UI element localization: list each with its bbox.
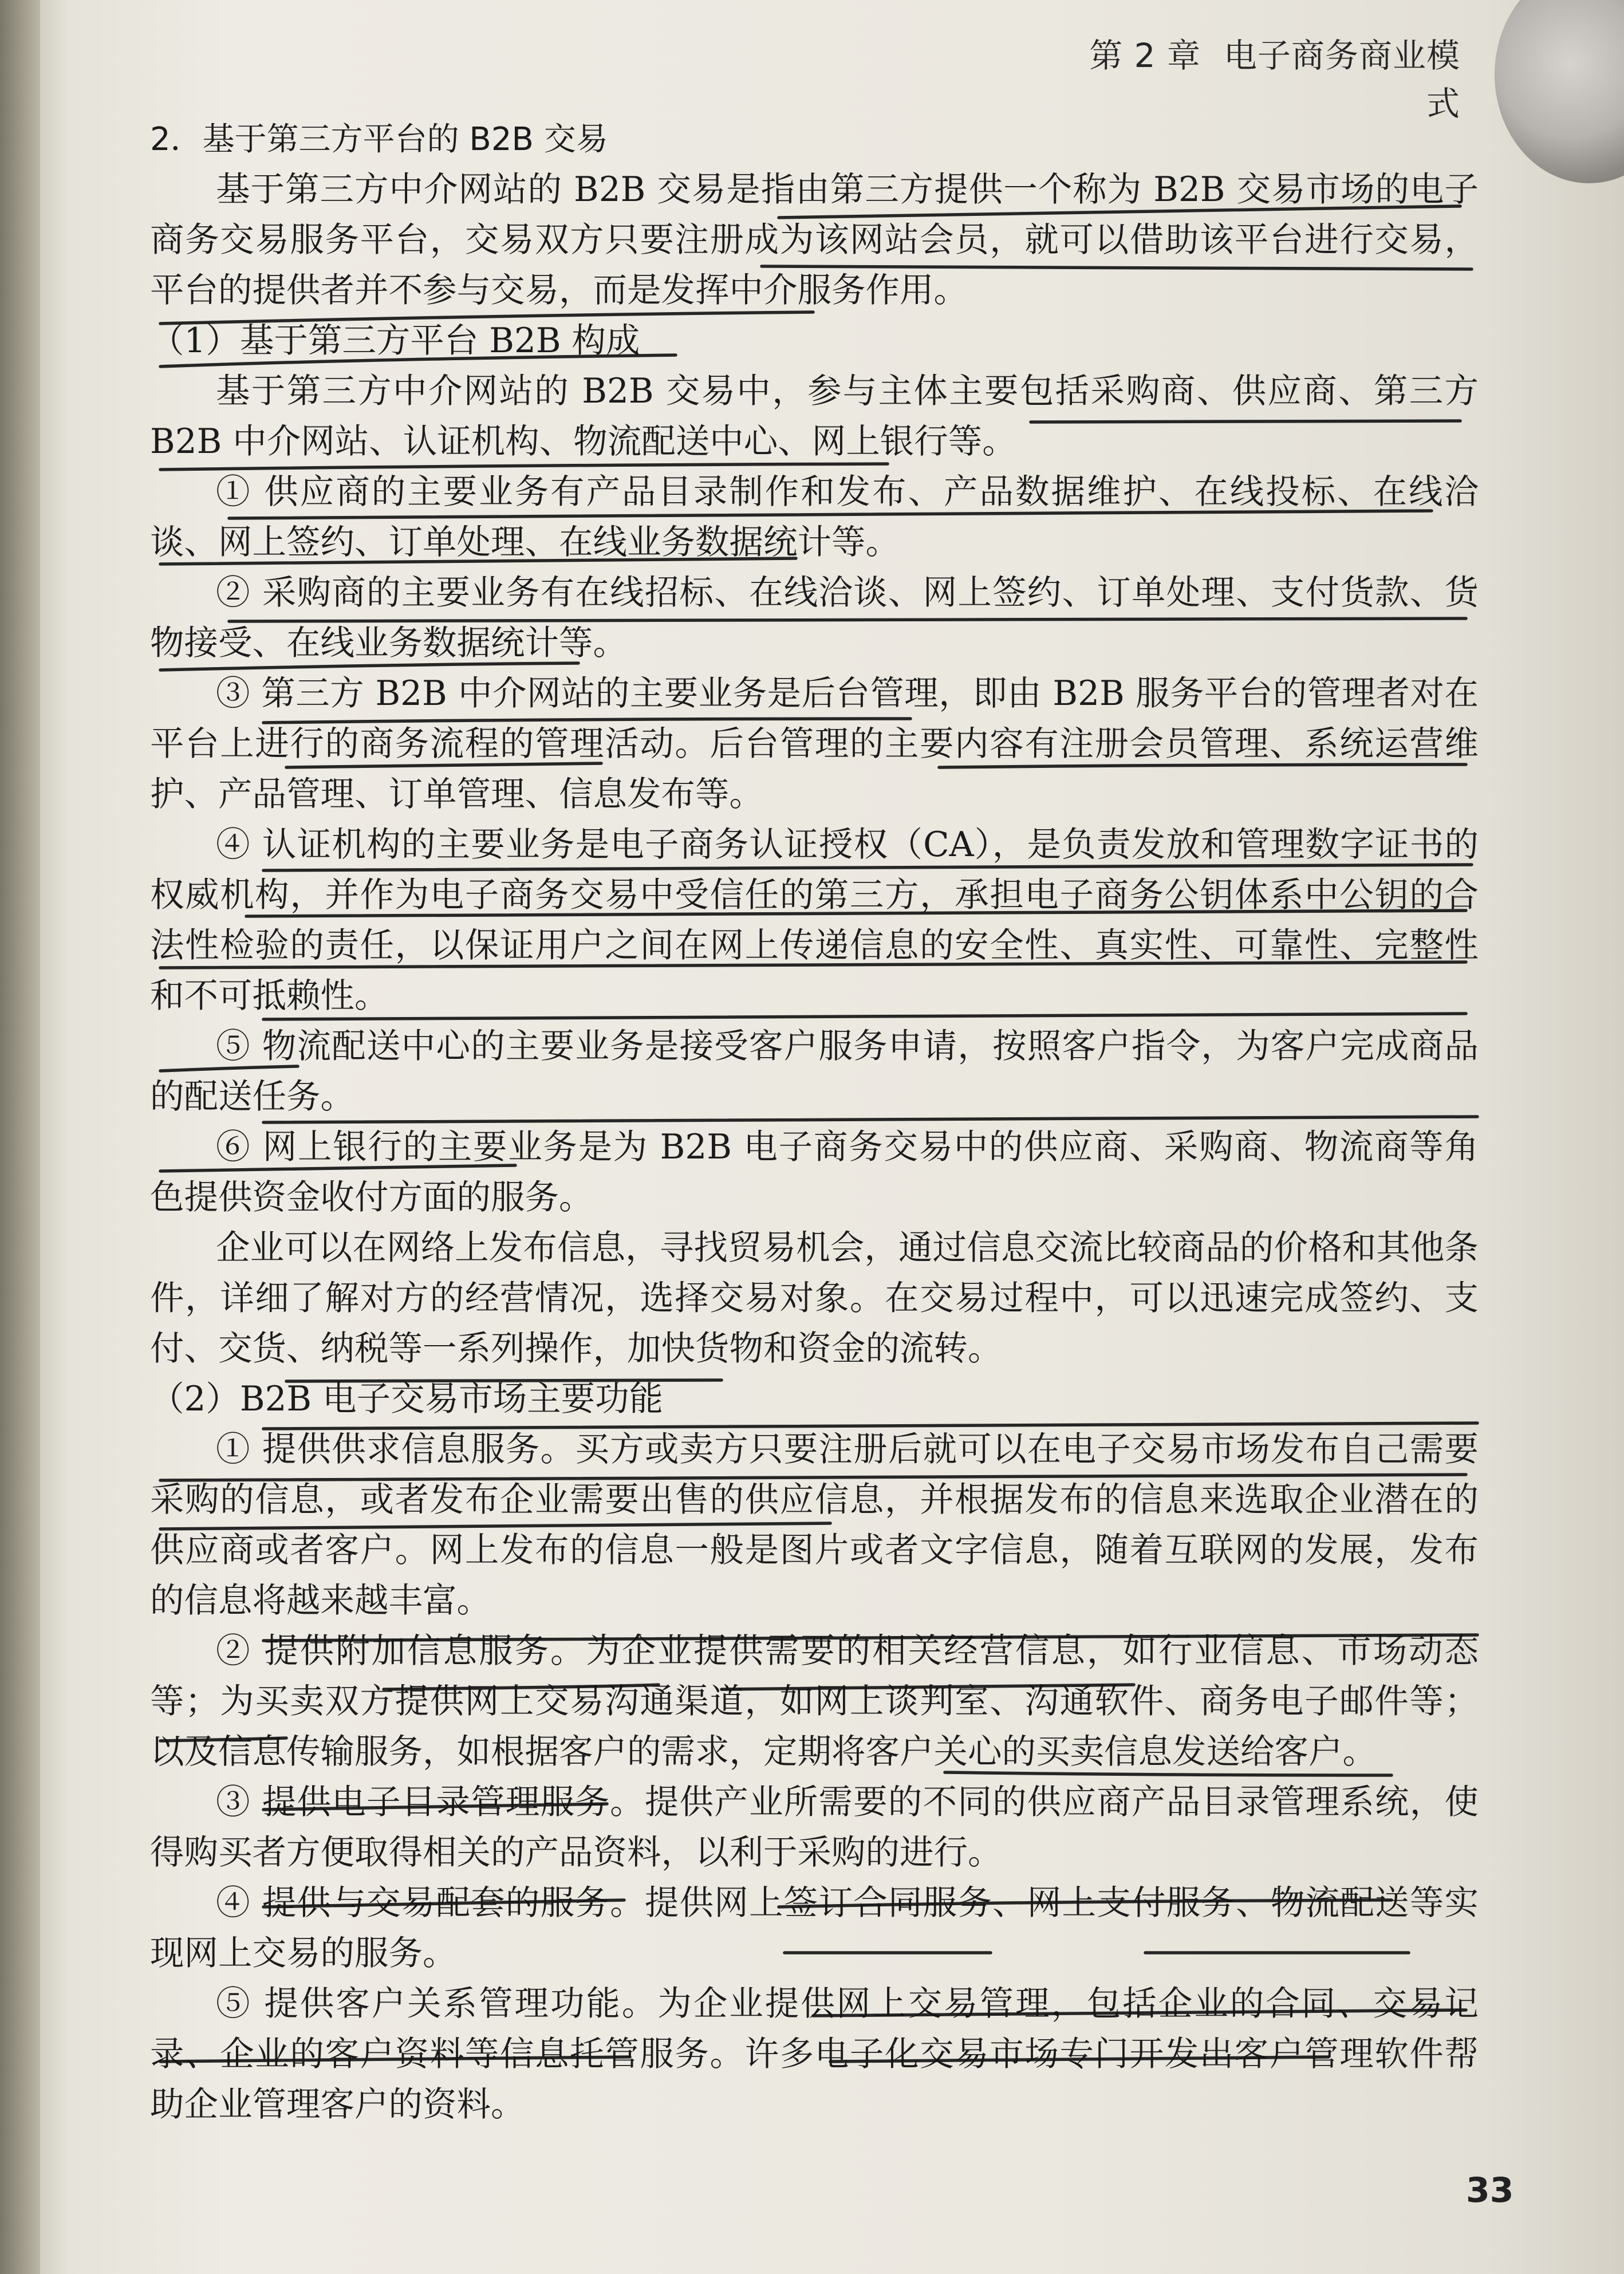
- chapter-title: 电子商务商业模式: [1223, 36, 1460, 123]
- page-number: 33: [1466, 2170, 1514, 2210]
- subsection-1-intro: 基于第三方中介网站的 B2B 交易中，参与主体主要包括采购商、供应商、第三方 B2B 中介网站、认证机构、物流配送中心、网上银行等。: [150, 372, 1479, 462]
- section-title: 2．基于第三方平台的 B2B 交易: [150, 121, 608, 158]
- chapter-number: 第 2 章: [1089, 36, 1201, 75]
- list-item: ④ 认证机构的主要业务是电子商务认证授权（CA），是负责发放和管理数字证书的权威机构，并作为电子商务交易中受信任的第三方，承担电子商务公钥体系中公钥的合法性检验的责任，以保证用户之间在网上传递信息的安全性、真实性、可靠性、完整性和不可抵赖性。: [150, 825, 1479, 1016]
- book-gutter-shadow: [0, 0, 40, 2274]
- list-item: ⑥ 网上银行的主要业务是为 B2B 电子商务交易中的供应商、采购商、物流商等角色提供资金收付方面的服务。: [150, 1128, 1479, 1217]
- intro-paragraph: 基于第三方中介网站的 B2B 交易是指由第三方提供一个称为 B2B 交易市场的电子商务交易服务平台，交易双方只要注册成为该网站会员，就可以借助该平台进行交易，平台的提供者并不参与交易，而是发挥中介服务作用。: [150, 170, 1479, 310]
- list-item: ③ 第三方 B2B 中介网站的主要业务是后台管理，即由 B2B 服务平台的管理者对在平台上进行的商务流程的管理活动。后台管理的主要内容有注册会员管理、系统运营维护、产品管理、订单管理、信息发布等。: [150, 674, 1479, 814]
- list-item: ① 提供供求信息服务。买方或卖方只要注册后就可以在电子交易市场发布自己需要采购的信息，或者发布企业需要出售的供应信息，并根据发布的信息来选取企业潜在的供应商或者客户。网上发布的信息一般是图片或者文字信息，随着互联网的发展，发布的信息将越来越丰富。: [150, 1430, 1479, 1621]
- subsection-2-title: （2）B2B 电子交易市场主要功能: [150, 1380, 664, 1419]
- list-item: ④ 提供与交易配套的服务。提供网上签订合同服务、网上支付服务、物流配送等实现网上交易的服务。: [150, 1883, 1479, 1973]
- running-head: [1059, 29, 1460, 125]
- subsection-1-outro: 企业可以在网络上发布信息，寻找贸易机会，通过信息交流比较商品的价格和其他条件，详细了解对方的经营情况，选择交易对象。在交易过程中，可以迅速完成签约、支付、交货、纳税等一系列操作，加快货物和资金的流转。: [150, 1228, 1479, 1369]
- list-item: ① 供应商的主要业务有产品目录制作和发布、产品数据维护、在线投标、在线洽谈、网上签约、订单处理、在线业务数据统计等。: [150, 472, 1479, 562]
- subsection-1-title: （1）基于第三方平台 B2B 构成: [150, 321, 640, 361]
- list-item: ③ 提供电子目录管理服务。提供产业所需要的不同的供应商产品目录管理系统，使得购买者方便取得相关的产品资料，以利于采购的进行。: [150, 1783, 1479, 1873]
- list-item: ② 提供附加信息服务。为企业提供需要的相关经营信息，如行业信息、市场动态等；为买卖双方提供网上交易沟通渠道，如网上谈判室、沟通软件、商务电子邮件等；以及信息传输服务，如根据客户的需求，定期将客户关心的买卖信息发送给客户。: [150, 1631, 1479, 1772]
- list-item: ⑤ 提供客户关系管理功能。为企业提供网上交易管理，包括企业的合同、交易记录、企业的客户资料等信息托管服务。许多电子化交易市场专门开发出客户管理软件帮助企业管理客户的资料。: [150, 1984, 1479, 2125]
- list-item: ⑤ 物流配送中心的主要业务是接受客户服务申请，按照客户指令，为客户完成商品的配送任务。: [150, 1027, 1479, 1117]
- list-item: ② 采购商的主要业务有在线招标、在线洽谈、网上签约、订单处理、支付货款、货物接受、在线业务数据统计等。: [150, 573, 1479, 663]
- corner-sticker: [1495, 0, 1624, 183]
- body-text: [150, 115, 1479, 2130]
